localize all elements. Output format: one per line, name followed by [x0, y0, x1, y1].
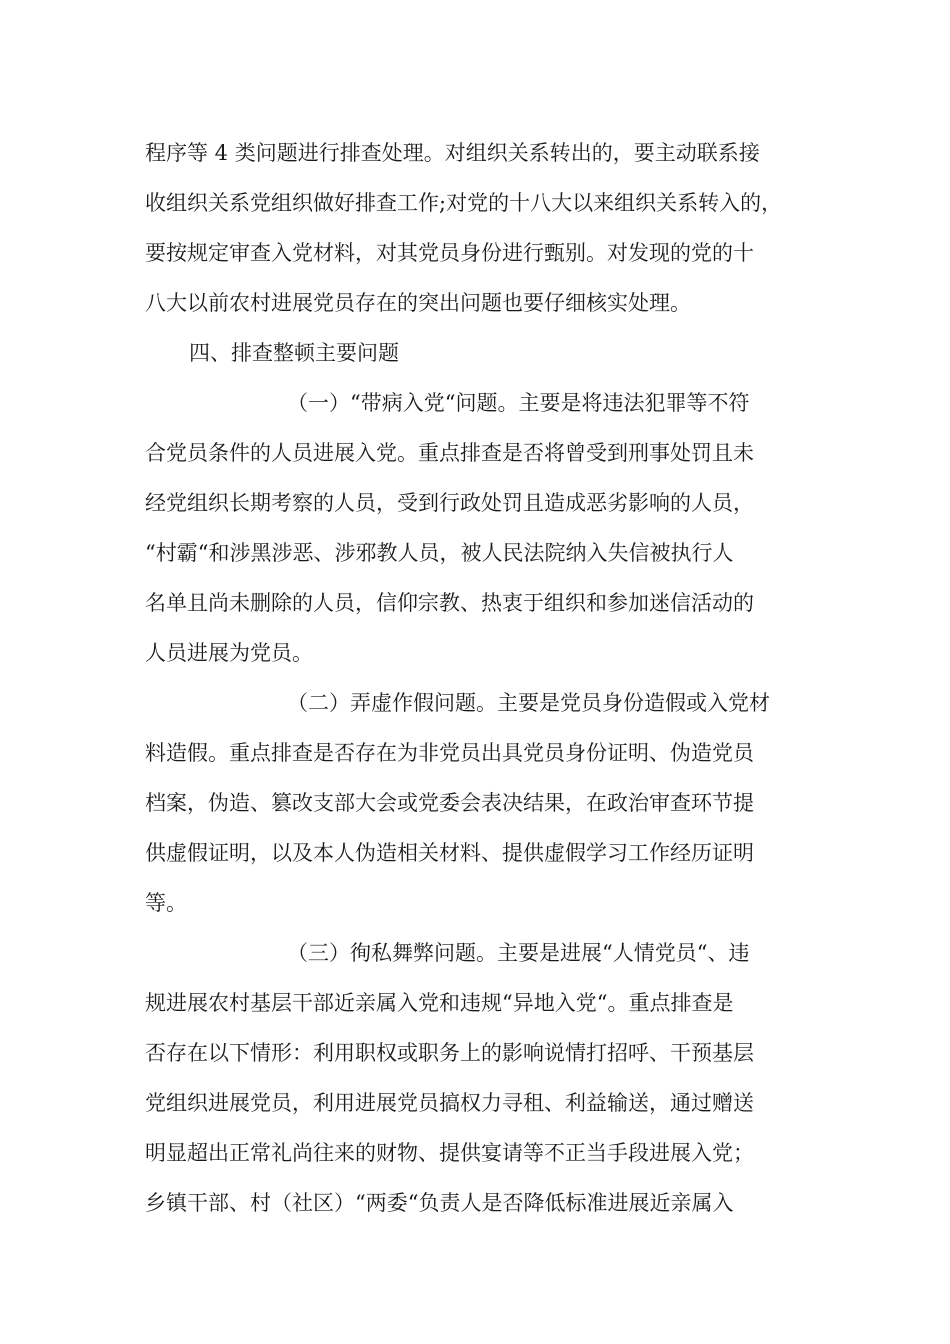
- subsection-heading-line: （一）“带病入党“问题。主要是将违法犯罪等不符: [287, 391, 750, 415]
- paragraph-line: 规进展农村基层干部近亲属入党和违规“异地入党“。重点排查是: [145, 991, 734, 1015]
- paragraph-line: 经党组织长期考察的人员，受到行政处罚且造成恶劣影响的人员，: [145, 491, 754, 515]
- paragraph-line: 收组织关系党组织做好排查工作;对党的十八大以来组织关系转入的，: [145, 191, 783, 215]
- subsection-heading-line: （二）弄虚作假问题。主要是党员身份造假或入党材: [287, 691, 770, 715]
- paragraph-line: 等。: [145, 891, 187, 915]
- paragraph-line: 明显超出正常礼尚往来的财物、提供宴请等不正当手段进展入党；: [145, 1141, 754, 1165]
- paragraph-line: 要按规定审查入党材料，对其党员身份进行甄别。对发现的党的十: [145, 241, 754, 265]
- paragraph-line: 八大以前农村进展党员存在的突出问题也要仔细核实处理。: [145, 291, 691, 315]
- paragraph-line: 供虚假证明，以及本人伪造相关材料、提供虚假学习工作经历证明: [145, 841, 754, 865]
- section-heading: 四、排查整顿主要问题: [189, 341, 399, 365]
- paragraph-line: 乡镇干部、村（社区）“两委“负责人是否降低标准进展近亲属入: [145, 1191, 734, 1215]
- paragraph-line: 名单且尚未删除的人员，信仰宗教、热衷于组织和参加迷信活动的: [145, 591, 754, 615]
- paragraph-line: 合党员条件的人员进展入党。重点排查是否将曾受到刑事处罚且未: [145, 441, 754, 465]
- paragraph-line: 党组织进展党员，利用进展党员搞权力寻租、利益输送，通过赠送: [145, 1091, 754, 1115]
- paragraph-line: 人员进展为党员。: [145, 641, 313, 665]
- paragraph-line: 料造假。重点排查是否存在为非党员出具党员身份证明、伪造党员: [145, 741, 754, 765]
- subsection-heading-line: （三）徇私舞弊问题。主要是进展“人情党员“、违: [287, 941, 750, 965]
- paragraph-line: “村霸“和涉黑涉恶、涉邪教人员，被人民法院纳入失信被执行人: [145, 541, 734, 565]
- paragraph-line: 程序等 4 类问题进行排查处理。对组织关系转出的，要主动联系接: [145, 141, 760, 165]
- paragraph-line: 档案，伪造、篡改支部大会或党委会表决结果，在政治审查环节提: [145, 791, 754, 815]
- paragraph-line: 否存在以下情形：利用职权或职务上的影响说情打招呼、干预基层: [145, 1041, 754, 1065]
